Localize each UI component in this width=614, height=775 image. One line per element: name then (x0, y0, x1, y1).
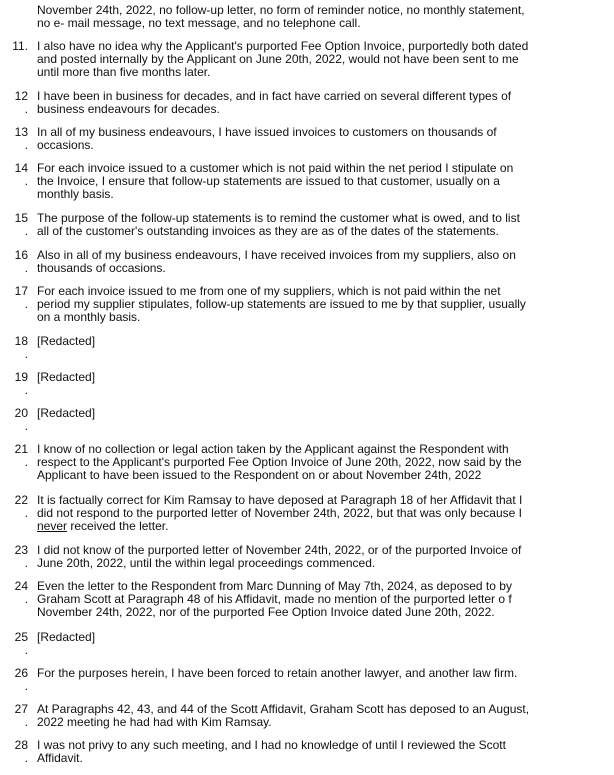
paragraph-number (0, 703, 28, 729)
paragraph-number-dot: . (24, 138, 28, 152)
paragraph-number (0, 739, 28, 765)
paragraph-number-text: 21 (14, 442, 28, 456)
paragraph-body (37, 4, 557, 30)
paragraph-number-text: 19 (14, 370, 28, 384)
paragraph-body (37, 407, 557, 420)
paragraph-number (0, 494, 28, 520)
text-line: [Redacted] (37, 334, 96, 348)
paragraph-number-text: 15 (14, 211, 28, 225)
text-line: For the purposes herein, I have been forced to retain another lawyer, and another law firm. (37, 666, 518, 680)
text-line: [Redacted] (37, 370, 96, 384)
text-line: occasions. (37, 138, 94, 152)
paragraph-number-text: 13 (14, 125, 28, 139)
paragraph-number-text: 26 (14, 666, 28, 680)
text-line: The purpose of the follow-up statements is to remind the customer what is owed, and to list (37, 211, 520, 225)
paragraph-number (0, 335, 28, 361)
text-line: I did not know of the purported letter of November 24th, 2022, or of the purported Invoice of (37, 543, 522, 557)
paragraph-number-text: 16 (14, 248, 28, 262)
paragraph-number-dot: . (24, 383, 28, 397)
paragraph-body (37, 40, 557, 79)
paragraph-number-text: 27 (14, 702, 28, 716)
paragraph-number-text: 22 (14, 493, 28, 507)
text-line: November 24th, 2022, no follow-up letter, no form of reminder notice, no monthly statement, (37, 3, 525, 17)
paragraph-body (37, 90, 557, 116)
text-line: June 20th, 2022, until the within legal proceedings commenced. (37, 556, 376, 570)
paragraph-number (0, 285, 28, 311)
text-line: [Redacted] (37, 406, 96, 420)
paragraph-body (37, 285, 557, 324)
paragraph-number-dot: . (24, 455, 28, 469)
paragraph-body (37, 703, 557, 729)
text-line-rest: received the letter. (67, 519, 169, 533)
text-line: [Redacted] (37, 630, 96, 644)
paragraph-number (0, 667, 28, 693)
text-line (37, 520, 557, 533)
text-line: It is factually correct for Kim Ramsay to have deposed at Paragraph 18 of her Affidavit that I (37, 493, 523, 507)
paragraph-number (0, 212, 28, 238)
paragraph-number-text: 25 (14, 630, 28, 644)
paragraph-number-dot: . (24, 715, 28, 729)
paragraph-body (37, 335, 557, 348)
paragraph-number-dot: . (24, 643, 28, 657)
paragraph-body (37, 249, 557, 275)
text-line: did not respond to the purported letter of November 24th, 2022, but that was only because I (37, 506, 522, 520)
paragraph-body (37, 580, 557, 619)
text-line: thousands of occasions. (37, 261, 166, 275)
text-line: the Invoice, I ensure that follow-up statements are issued to that customer, usually on a (37, 174, 500, 188)
paragraph-body (37, 371, 557, 384)
paragraph-number-text: 23 (14, 543, 28, 557)
paragraph-number-dot: . (24, 102, 28, 116)
text-line: Applicant to have been issued to the Respondent on or about November 24th, 2022 (37, 468, 482, 482)
text-line: on a monthly basis. (37, 310, 141, 324)
paragraph-number-text: 18 (14, 334, 28, 348)
paragraph-body (37, 443, 557, 482)
paragraph-number (0, 371, 28, 397)
text-line: Affidavit. (37, 751, 83, 765)
text-line: until more than five months later. (37, 65, 211, 79)
paragraph-body (37, 667, 557, 680)
paragraph-number-text: 17 (14, 284, 28, 298)
paragraph-number-text: 28 (14, 738, 28, 752)
paragraph-body (37, 544, 557, 570)
text-line: period my supplier stipulates, follow-up statements are issued to me by that supplier, usually (37, 297, 526, 311)
paragraph-number-dot: . (24, 506, 28, 520)
paragraph-number (0, 580, 28, 606)
text-line: and posted internally by the Applicant on June 20th, 2022, would not have been sent to me (37, 52, 519, 66)
text-line: At Paragraphs 42, 43, and 44 of the Scott Affidavit, Graham Scott has deposed to an August, (37, 702, 530, 716)
text-line: Graham Scott at Paragraph 48 of his Affidavit, made no mention of the purported letter o f (37, 592, 512, 606)
paragraph-number-dot: . (24, 592, 28, 606)
text-line: In all of my business endeavours, I have issued invoices to customers on thousands of (37, 125, 497, 139)
paragraph-number (0, 162, 28, 188)
text-line: respect to the Applicant's purported Fee Option Invoice of June 20th, 2022, now said by the (37, 455, 522, 469)
paragraph-number (0, 249, 28, 275)
paragraph-number-text: 12 (14, 89, 28, 103)
paragraph-number (0, 126, 28, 152)
paragraph-body (37, 494, 557, 533)
text-line: For each invoice issued to me from one of my suppliers, which is not paid within the net (37, 284, 501, 298)
text-line: For each invoice issued to a customer which is not paid within the net period I stipulate on (37, 161, 514, 175)
text-line: November 24th, 2022, nor of the purported Fee Option Invoice dated June 20th, 2022. (37, 605, 495, 619)
paragraph-number (0, 443, 28, 469)
paragraph-number-dot: . (24, 297, 28, 311)
paragraph-number-dot: . (24, 174, 28, 188)
paragraph-number-dot: . (24, 419, 28, 433)
text-line: I was not privy to any such meeting, and I had no knowledge of until I reviewed the Scott (37, 738, 506, 752)
paragraph-number-dot: . (24, 751, 28, 765)
paragraph-body (37, 739, 557, 765)
text-line: monthly basis. (37, 187, 114, 201)
text-line: Even the letter to the Respondent from Marc Dunning of May 7th, 2024, as deposed to by (37, 579, 512, 593)
paragraph-body (37, 126, 557, 152)
paragraph-number-dot: . (24, 679, 28, 693)
paragraph-body (37, 212, 557, 238)
text-line: no e- mail message, no text message, and no telephone call. (37, 16, 361, 30)
paragraph-number (0, 90, 28, 116)
paragraph-number (0, 631, 28, 657)
paragraph-number-text: 14 (14, 161, 28, 175)
text-line: business endeavours for decades. (37, 102, 220, 116)
paragraph-number-text: 24 (14, 579, 28, 593)
text-line: I have been in business for decades, and in fact have carried on several different types of (37, 89, 512, 103)
paragraph-body (37, 162, 557, 201)
paragraph-number-dot: . (24, 556, 28, 570)
text-line: I know of no collection or legal action taken by the Applicant against the Respondent with (37, 442, 509, 456)
paragraph-number (0, 544, 28, 570)
paragraph-number-dot: . (24, 224, 28, 238)
paragraph-number: 11. (12, 39, 28, 53)
text-line: I also have no idea why the Applicant's purported Fee Option Invoice, purportedly both dated (37, 39, 529, 53)
paragraph-number-dot: . (24, 347, 28, 361)
paragraph-number-text: 20 (14, 406, 28, 420)
paragraph-body (37, 631, 557, 644)
text-line: all of the customer's outstanding invoices as they are as of the dates of the statements. (37, 224, 499, 238)
text-line: 2022 meeting he had had with Kim Ramsay. (37, 715, 272, 729)
underlined-word: never (37, 519, 68, 533)
text-line: Also in all of my business endeavours, I have received invoices from my suppliers, also on (37, 248, 516, 262)
paragraph-number-dot: . (24, 261, 28, 275)
paragraph-number (0, 407, 28, 433)
